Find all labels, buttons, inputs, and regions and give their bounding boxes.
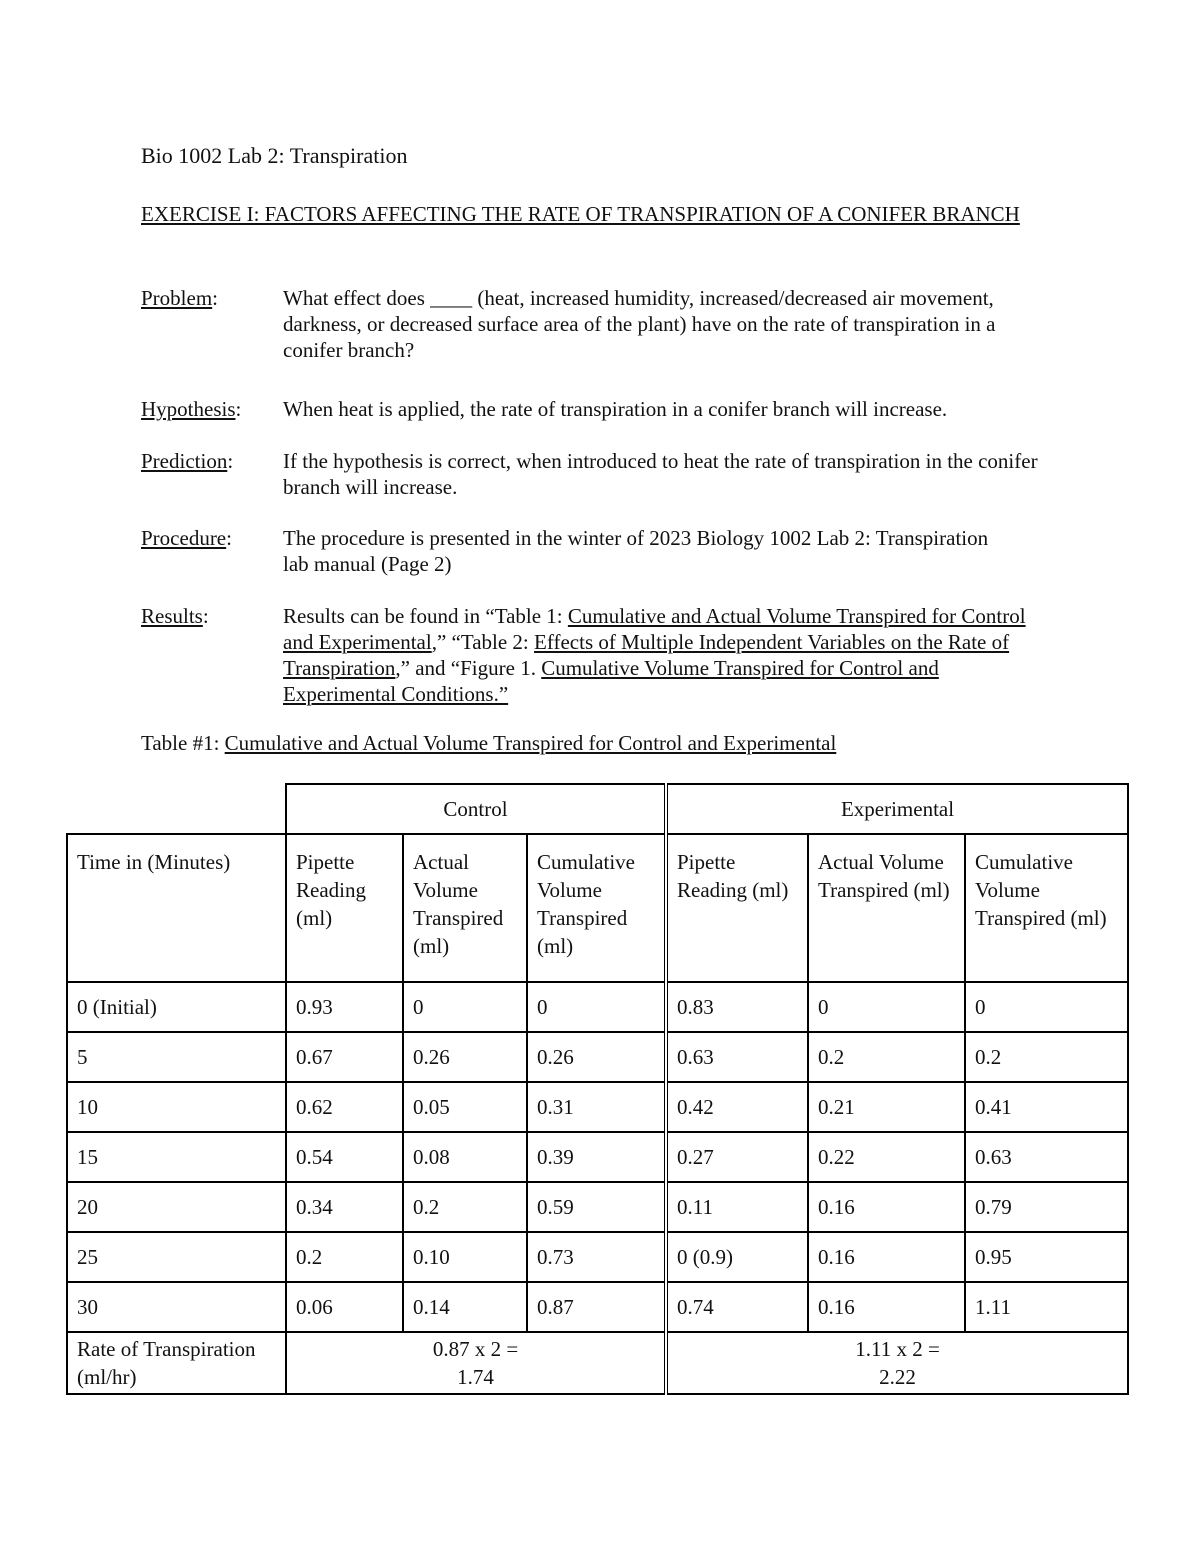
table-cell: 0.16 — [808, 1232, 965, 1282]
rate-control-formula: 0.87 x 2 = — [432, 1337, 519, 1361]
header-exp-cumulative: Cumulative Volume Transpired (ml) — [965, 834, 1128, 982]
table-cell: 0.16 — [808, 1282, 965, 1332]
table-cell: 0.42 — [666, 1082, 808, 1132]
table-cell: 0.59 — [527, 1182, 666, 1232]
table-cell: 0.34 — [286, 1182, 403, 1232]
blank-cell — [67, 784, 286, 834]
results-label: Results: — [141, 604, 209, 628]
results-link-table2: Effects of Multiple Independent Variables on the Rate of Transpiration — [283, 630, 1010, 680]
results-section — [141, 603, 1051, 707]
table-cell: 0.10 — [403, 1232, 527, 1282]
table-cell: 0.74 — [666, 1282, 808, 1332]
rate-control — [286, 1332, 666, 1394]
table-cell: 10 — [67, 1082, 286, 1132]
rate-control-value: 1.74 — [457, 1365, 494, 1389]
table-row — [67, 1232, 1128, 1282]
table-cell: 0.79 — [965, 1182, 1128, 1232]
table-cell: 0.08 — [403, 1132, 527, 1182]
hypothesis-text: When heat is applied, the rate of transpiration in a conifer branch will increase. — [283, 397, 948, 421]
table-cell: 0.63 — [666, 1032, 808, 1082]
table-cell: 0.39 — [527, 1132, 666, 1182]
table-cell: 0.2 — [808, 1032, 965, 1082]
table-row — [67, 1082, 1128, 1132]
rate-row — [67, 1332, 1128, 1394]
table-cell: 25 — [67, 1232, 286, 1282]
header-exp-pipette: Pipette Reading (ml) — [666, 834, 808, 982]
table-cell: 0.83 — [666, 982, 808, 1032]
table-cell: 0.2 — [965, 1032, 1128, 1082]
column-header-row — [67, 834, 1128, 982]
table-cell: 5 — [67, 1032, 286, 1082]
problem-section — [141, 285, 1051, 363]
table-cell: 0.41 — [965, 1082, 1128, 1132]
table-row — [67, 1132, 1128, 1182]
table-cell: 0.21 — [808, 1082, 965, 1132]
table-cell: 0.26 — [403, 1032, 527, 1082]
table-cell: 0.26 — [527, 1032, 666, 1082]
table-cell: 0 — [527, 982, 666, 1032]
table-cell: 0.62 — [286, 1082, 403, 1132]
procedure-label: Procedure: — [141, 526, 232, 550]
table-row — [67, 1032, 1128, 1082]
control-group-header: Control — [286, 784, 666, 834]
table-cell: 0.16 — [808, 1182, 965, 1232]
procedure-section — [141, 525, 1051, 577]
header-exp-actual: Actual Volume Transpired (ml) — [808, 834, 965, 982]
rate-experimental-value: 2.22 — [879, 1365, 916, 1389]
prediction-label: Prediction: — [141, 449, 234, 473]
table-row — [67, 1182, 1128, 1232]
rate-experimental-formula: 1.11 x 2 = — [855, 1337, 940, 1361]
problem-label: Problem: — [141, 286, 219, 310]
header-time: Time in (Minutes) — [67, 834, 286, 982]
header-control-actual: Actual Volume Transpired (ml) — [403, 834, 527, 982]
table-cell: 0.67 — [286, 1032, 403, 1082]
data-table — [66, 783, 1129, 1395]
table-row — [67, 982, 1128, 1032]
table-cell: 0.11 — [666, 1182, 808, 1232]
hypothesis-label: Hypothesis: — [141, 397, 242, 421]
procedure-text: The procedure is presented in the winter of 2023 Biology 1002 Lab 2: Transpiration lab manual (Page 2) — [283, 526, 989, 576]
table-cell: 0.93 — [286, 982, 403, 1032]
table-cell: 0.95 — [965, 1232, 1128, 1282]
table-caption: Table #1: Cumulative and Actual Volume Transpired for Control and Experimental — [141, 731, 837, 755]
table-cell: 0.63 — [965, 1132, 1128, 1182]
table-cell: 30 — [67, 1282, 286, 1332]
table-cell: 0.06 — [286, 1282, 403, 1332]
results-link-table1: Cumulative and Actual Volume Transpired for Control and Experimental — [283, 604, 1026, 654]
table-cell: 0 — [403, 982, 527, 1032]
table-cell: 0.54 — [286, 1132, 403, 1182]
table-cell: 0 — [808, 982, 965, 1032]
table-cell: 0.27 — [666, 1132, 808, 1182]
experimental-group-header: Experimental — [666, 784, 1128, 834]
prediction-section — [141, 448, 1051, 500]
table-cell: 0.31 — [527, 1082, 666, 1132]
table-cell: 0.73 — [527, 1232, 666, 1282]
results-text: Results can be found in “Table 1: Cumulative and Actual Volume Transpired for Control and Experimental,” “Table 2: Effects of Multiple Independent Variables on the Rate of Transpiration,” and “Figure 1. Cumulative Volume Transpired for Control and Experimental Conditions.” — [283, 604, 1026, 706]
rate-experimental — [666, 1332, 1128, 1394]
group-header-row — [67, 784, 1128, 834]
table-cell: 0 (0.9) — [666, 1232, 808, 1282]
problem-text: What effect does ____ (heat, increased humidity, increased/decreased air movement, darkness, or decreased surface area of the plant) have on the rate of transpiration in a conifer branch? — [283, 286, 996, 362]
table-cell: 0.2 — [286, 1232, 403, 1282]
table-cell: 20 — [67, 1182, 286, 1232]
table-cell: 0 (Initial) — [67, 982, 286, 1032]
table-cell: 15 — [67, 1132, 286, 1182]
table-row — [67, 1282, 1128, 1332]
header-control-cumulative: Cumulative Volume Transpired (ml) — [527, 834, 666, 982]
table-cell: 0.87 — [527, 1282, 666, 1332]
page-title: Bio 1002 Lab 2: Transpiration — [141, 143, 408, 168]
rate-label: Rate of Transpiration (ml/hr) — [67, 1332, 286, 1394]
table-cell: 0.14 — [403, 1282, 527, 1332]
header-control-pipette: Pipette Reading (ml) — [286, 834, 403, 982]
exercise-heading: EXERCISE I: FACTORS AFFECTING THE RATE OF TRANSPIRATION OF A CONIFER BRANCH — [141, 202, 1020, 226]
table-cell: 0.2 — [403, 1182, 527, 1232]
prediction-text: If the hypothesis is correct, when introduced to heat the rate of transpiration in the conifer branch will increase. — [283, 449, 1038, 499]
table-cell: 0.22 — [808, 1132, 965, 1182]
hypothesis-section — [141, 396, 1051, 422]
table-cell: 1.11 — [965, 1282, 1128, 1332]
table-cell: 0 — [965, 982, 1128, 1032]
table-cell: 0.05 — [403, 1082, 527, 1132]
results-link-figure1: Cumulative Volume Transpired for Control and Experimental Conditions — [283, 656, 939, 706]
